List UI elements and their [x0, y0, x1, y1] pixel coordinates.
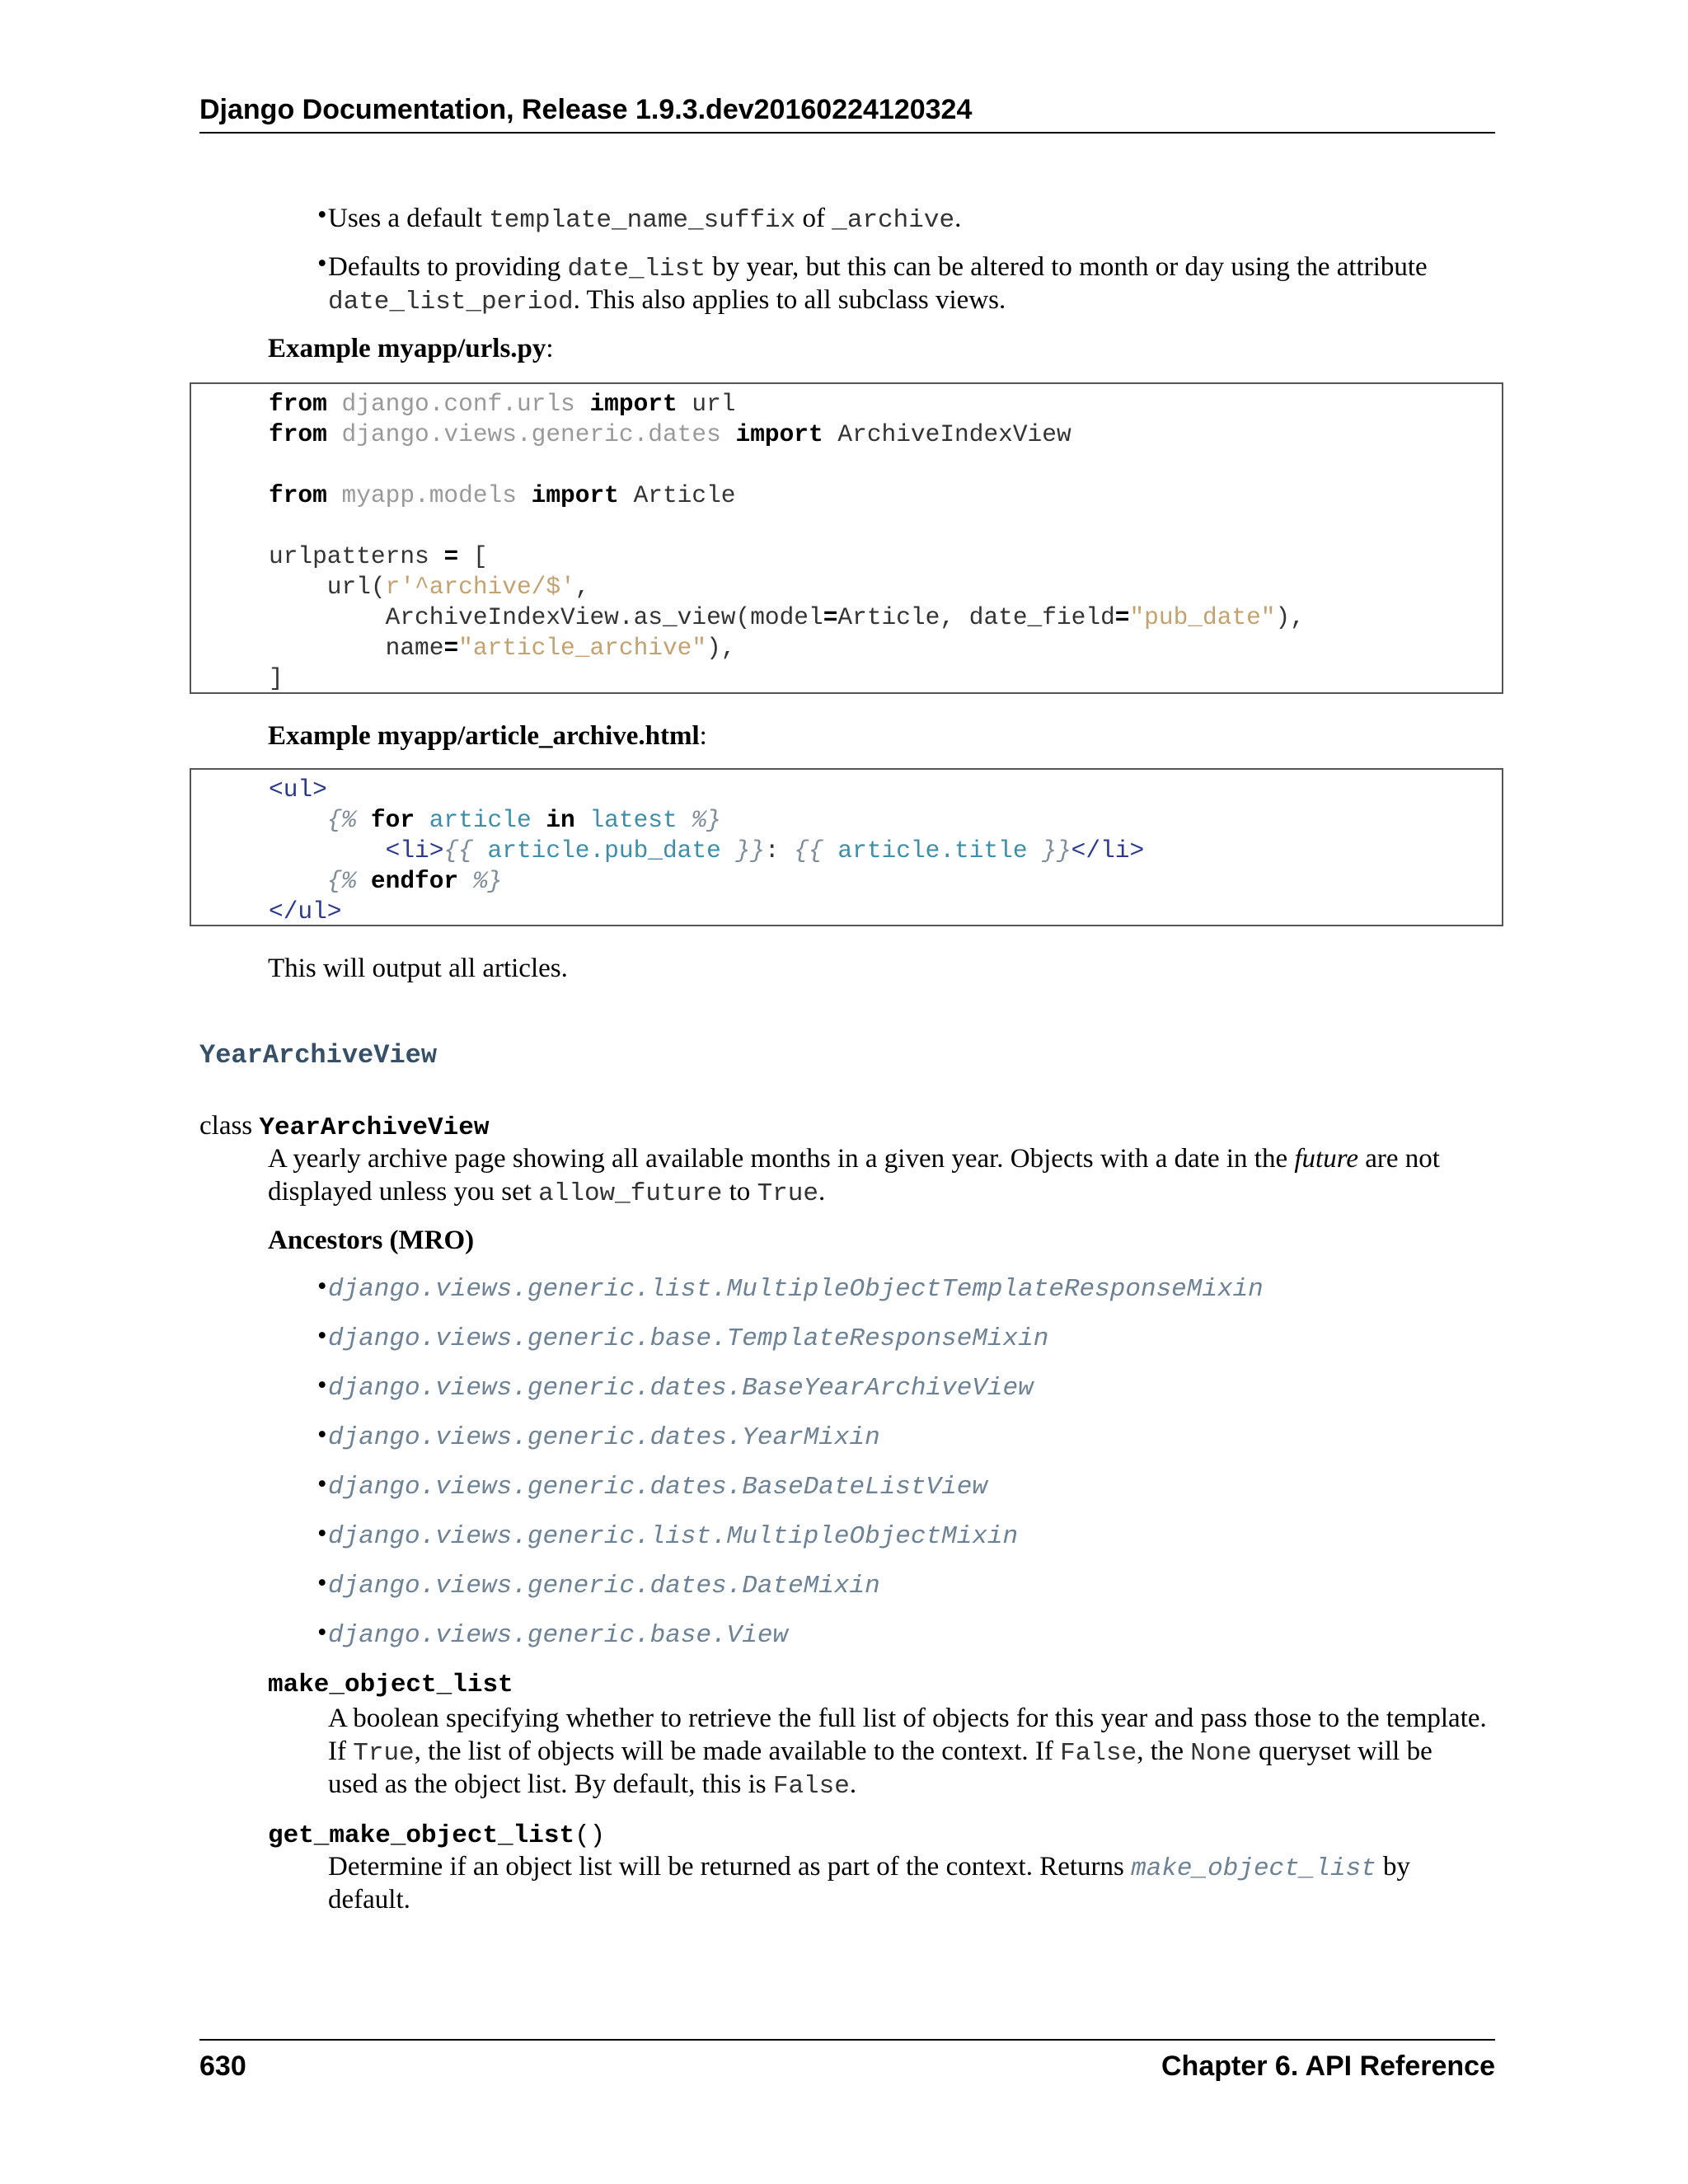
- page-number: 630: [199, 2050, 246, 2082]
- class-description: A yearly archive page showing all available months in a given year. Objects with a date in the future are not: [268, 1144, 1440, 1174]
- attribute-description: A boolean specifying whether to retrieve the full list of objects for this year and pass those to the template.: [328, 1704, 1487, 1733]
- code-line: ]: [269, 664, 284, 692]
- bullet-marker: •: [317, 1568, 327, 1598]
- ancestor-link[interactable]: django.views.generic.dates.YearMixin: [328, 1423, 880, 1452]
- code-line: from django.conf.urls import url: [269, 390, 736, 418]
- ancestor-link[interactable]: django.views.generic.base.View: [328, 1621, 789, 1650]
- ancestor-link[interactable]: django.views.generic.list.MultipleObjectMixin: [328, 1522, 1019, 1551]
- bullet-marker: •: [317, 1371, 327, 1400]
- class-name: YearArchiveView: [259, 1113, 490, 1142]
- inline-code: _archive: [832, 206, 955, 235]
- text-run: . This also applies to all subclass views.: [573, 285, 1006, 315]
- class-description: displayed unless you set allow_future to True.: [268, 1177, 826, 1208]
- ancestor-link[interactable]: django.views.generic.dates.BaseDateListView: [328, 1473, 987, 1502]
- example-label: [268, 719, 707, 752]
- code-line: urlpatterns = [: [269, 542, 488, 570]
- code-line: name="article_archive"),: [269, 634, 736, 662]
- method-name: get_make_object_list: [268, 1821, 575, 1850]
- inline-code: date_list_period: [328, 288, 574, 316]
- text-run: :: [546, 334, 554, 363]
- code-line: </ul>: [269, 898, 342, 926]
- inline-code: template_name_suffix: [489, 206, 796, 235]
- bullet-item: [328, 202, 961, 237]
- bullet-marker: •: [317, 1321, 327, 1351]
- code-line: {% endfor %}: [326, 867, 503, 895]
- attribute-description: If True, the list of objects will be made available to the context. If False, the None queryset will be: [328, 1736, 1432, 1768]
- ancestor-link[interactable]: django.views.generic.dates.BaseYearArchiveView: [328, 1374, 1034, 1403]
- bullet-marker: •: [317, 1519, 327, 1549]
- text-run: class: [199, 1111, 260, 1141]
- code-line: <ul>: [269, 776, 327, 804]
- example-label: [268, 332, 554, 365]
- inline-code: date_list: [567, 255, 706, 284]
- code-block-urls: [190, 382, 1503, 694]
- text-run: .: [954, 204, 962, 233]
- ancestor-link[interactable]: django.views.generic.list.MultipleObjectTemplateResponseMixin: [328, 1275, 1264, 1304]
- method-signature: [268, 1817, 605, 1853]
- section-title[interactable]: YearArchiveView: [199, 1040, 438, 1071]
- text-run: by year, but this can be altered to month or day using the attribute: [705, 252, 1428, 282]
- header-title: Django Documentation, Release 1.9.3.dev20160224120324: [199, 94, 973, 125]
- running-header: [199, 92, 1495, 134]
- chapter-title: Chapter 6. API Reference: [1161, 2050, 1495, 2082]
- example-label-text: Example myapp/article_archive.html: [268, 721, 700, 751]
- ancestor-link[interactable]: django.views.generic.base.TemplateResponseMixin: [328, 1324, 1049, 1353]
- method-description: default.: [328, 1885, 410, 1915]
- bullet-marker: •: [317, 249, 327, 279]
- code-line: from myapp.models import Article: [269, 481, 736, 509]
- example-label-text: Example myapp/urls.py: [268, 334, 546, 363]
- text-run: :: [699, 721, 707, 751]
- bullet-marker: •: [317, 200, 327, 230]
- code-line: {% for article in latest %}: [326, 806, 721, 834]
- bullet-marker: •: [317, 1272, 327, 1301]
- bullet-item-continued: [328, 284, 1006, 319]
- text-run: Uses a default: [328, 204, 490, 233]
- attribute-description: used as the object list. By default, this is False.: [328, 1769, 857, 1801]
- code-block-template: [190, 768, 1503, 926]
- attribute-signature: make_object_list: [268, 1671, 513, 1699]
- code-line: from django.views.generic.dates import ArchiveIndexView: [269, 420, 1071, 448]
- method-description: Determine if an object list will be returned as part of the context. Returns make_object_list by: [328, 1852, 1411, 1883]
- paragraph: This will output all articles.: [268, 954, 568, 983]
- bullet-marker: •: [317, 1469, 327, 1499]
- text-run: Defaults to providing: [328, 252, 568, 282]
- code-line: <li>{{ article.pub_date }}: {{ article.title }}</li>: [385, 837, 1145, 865]
- ancestor-link[interactable]: django.views.generic.dates.DateMixin: [328, 1572, 880, 1601]
- method-parens: (): [574, 1821, 606, 1850]
- running-footer: [199, 2039, 1495, 2082]
- make-object-list-link[interactable]: make_object_list: [1131, 1854, 1376, 1883]
- text-run: of: [795, 204, 832, 233]
- bullet-marker: •: [317, 1618, 327, 1647]
- code-line: url(r'^archive/$',: [269, 573, 590, 601]
- bullet-marker: •: [317, 1420, 327, 1450]
- class-signature: [199, 1109, 489, 1145]
- ancestors-label: Ancestors (MRO): [268, 1226, 475, 1255]
- code-line: ArchiveIndexView.as_view(model=Article, date_field="pub_date"),: [269, 603, 1305, 631]
- bullet-item: [328, 251, 1495, 286]
